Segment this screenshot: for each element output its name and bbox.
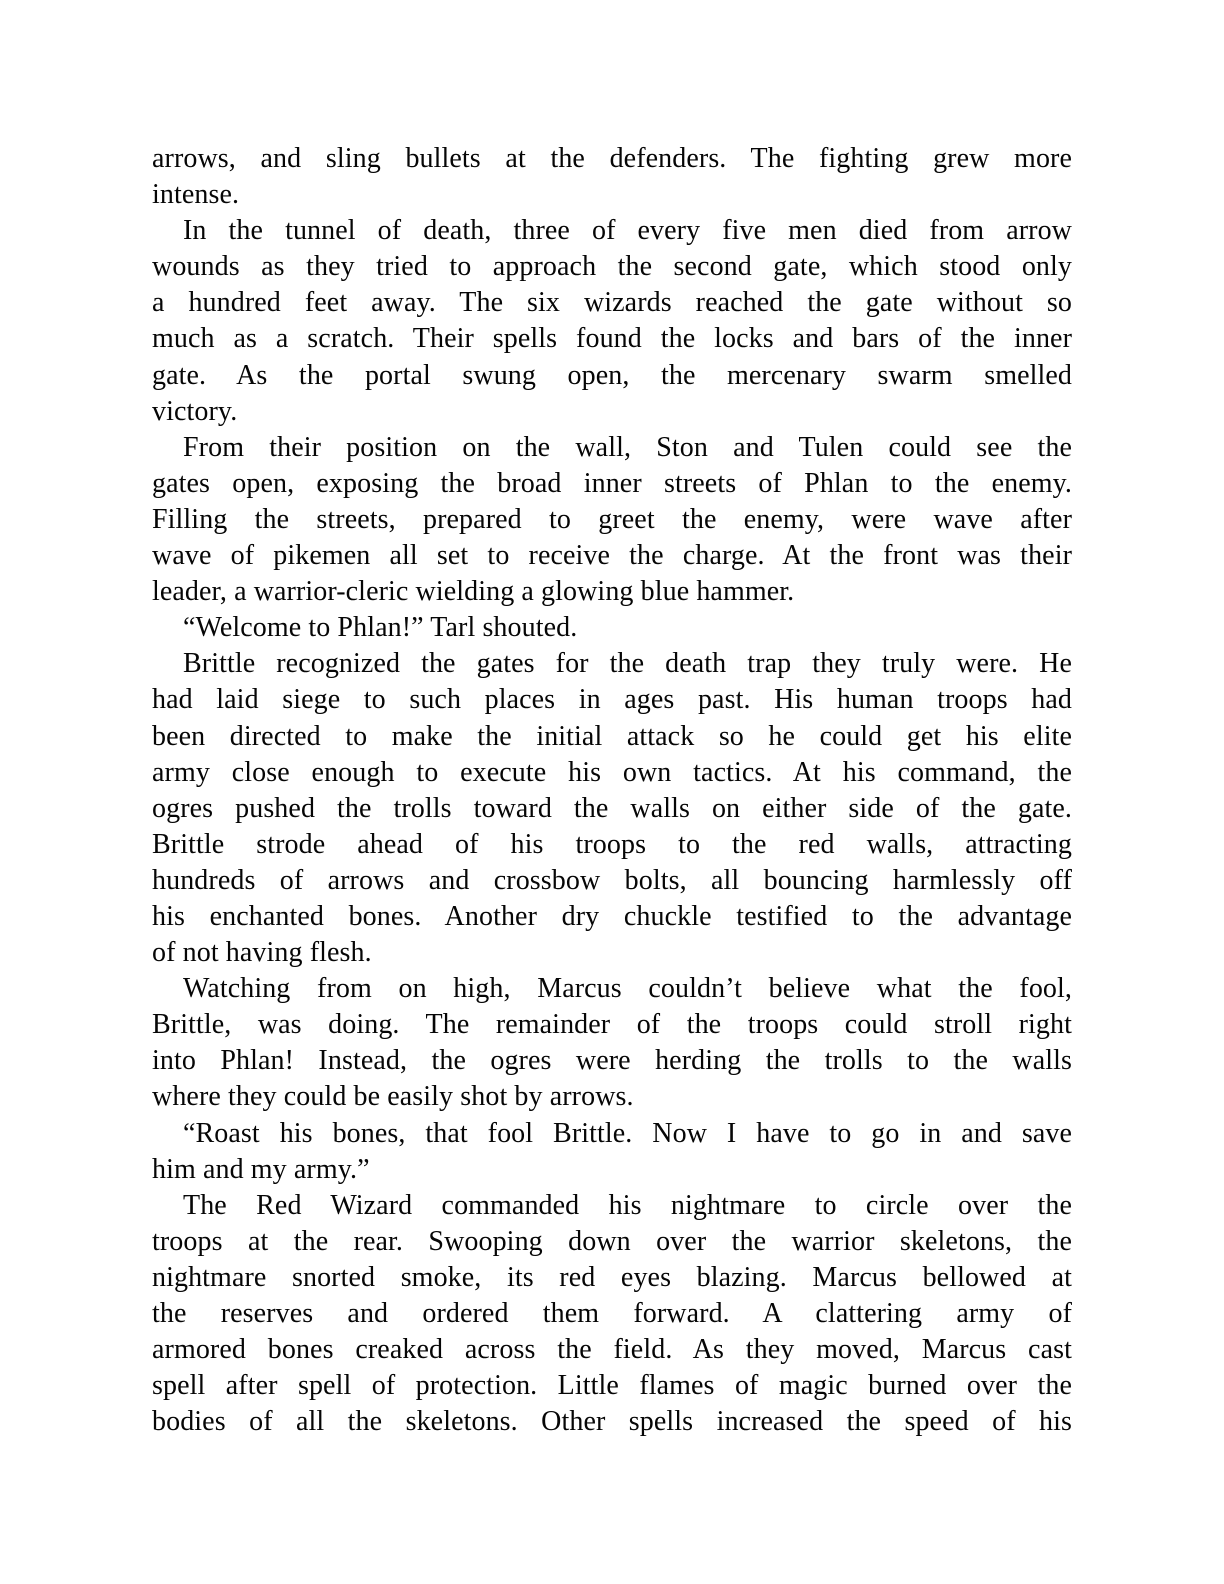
- text-line: into Phlan! Instead, the ogres were herding the trolls to the walls: [152, 1045, 1072, 1077]
- text-line: nightmare snorted smoke, its red eyes blazing. Marcus bellowed at: [152, 1261, 1072, 1293]
- text-line: gates open, exposing the broad inner streets of Phlan to the enemy.: [152, 467, 1072, 499]
- text-line: much as a scratch. Their spells found the locks and bars of the inner: [152, 323, 1072, 355]
- text-line: army close enough to execute his own tactics. At his command, the: [152, 756, 1072, 788]
- text-line: the reserves and ordered them forward. A clattering army of: [152, 1298, 1072, 1329]
- text-line: a hundred feet away. The six wizards reached the gate without so: [152, 287, 1072, 319]
- text-line: Brittle, was doing. The remainder of the troops could stroll right: [152, 1009, 1072, 1041]
- text-line: armored bones creaked across the field. As they moved, Marcus cast: [152, 1334, 1072, 1366]
- text-line: victory.: [152, 395, 238, 427]
- text-line: wounds as they tried to approach the second gate, which stood only: [152, 251, 1072, 283]
- text-line: Brittle strode ahead of his troops to the red walls, attracting: [152, 828, 1072, 860]
- page-text: [152, 141, 1072, 1440]
- text-line: troops at the rear. Swooping down over the warrior skeletons, the: [152, 1225, 1072, 1257]
- text-line: The Red Wizard commanded his nightmare to circle over the: [183, 1189, 1072, 1221]
- text-line: Filling the streets, prepared to greet the enemy, were wave after: [152, 503, 1072, 535]
- text-line: spell after spell of protection. Little flames of magic burned over the: [152, 1370, 1072, 1402]
- text-line: his enchanted bones. Another dry chuckle testified to the advantage: [152, 900, 1072, 932]
- text-line: intense.: [152, 179, 240, 211]
- text-line: In the tunnel of death, three of every five men died from arrow: [183, 215, 1072, 247]
- text-line: where they could be easily shot by arrows.: [152, 1081, 634, 1113]
- text-line: ogres pushed the trolls toward the walls on either side of the gate.: [152, 792, 1072, 824]
- text-line: From their position on the wall, Ston and Tulen could see the: [183, 431, 1072, 463]
- text-line: had laid siege to such places in ages past. His human troops had: [152, 684, 1072, 716]
- text-line: of not having flesh.: [152, 937, 372, 969]
- text-line: him and my army.”: [152, 1153, 370, 1185]
- text-line: Brittle recognized the gates for the death trap they truly were. He: [183, 648, 1072, 680]
- text-line: gate. As the portal swung open, the mercenary swarm smelled: [152, 359, 1072, 391]
- text-line: leader, a warrior-cleric wielding a glowing blue hammer.: [152, 576, 795, 608]
- text-line: been directed to make the initial attack so he could get his elite: [152, 720, 1072, 752]
- text-line: hundreds of arrows and crossbow bolts, all bouncing harmlessly off: [152, 864, 1072, 896]
- text-line: “Roast his bones, that fool Brittle. Now I have to go in and save: [183, 1117, 1072, 1149]
- text-line: Watching from on high, Marcus couldn’t believe what the fool,: [183, 973, 1072, 1005]
- text-line: “Welcome to Phlan!” Tarl shouted.: [183, 612, 578, 644]
- text-line: arrows, and sling bullets at the defenders. The fighting grew more: [152, 143, 1072, 174]
- text-line: wave of pikemen all set to receive the charge. At the front was their: [152, 540, 1072, 572]
- text-line: bodies of all the skeletons. Other spells increased the speed of his: [152, 1406, 1072, 1438]
